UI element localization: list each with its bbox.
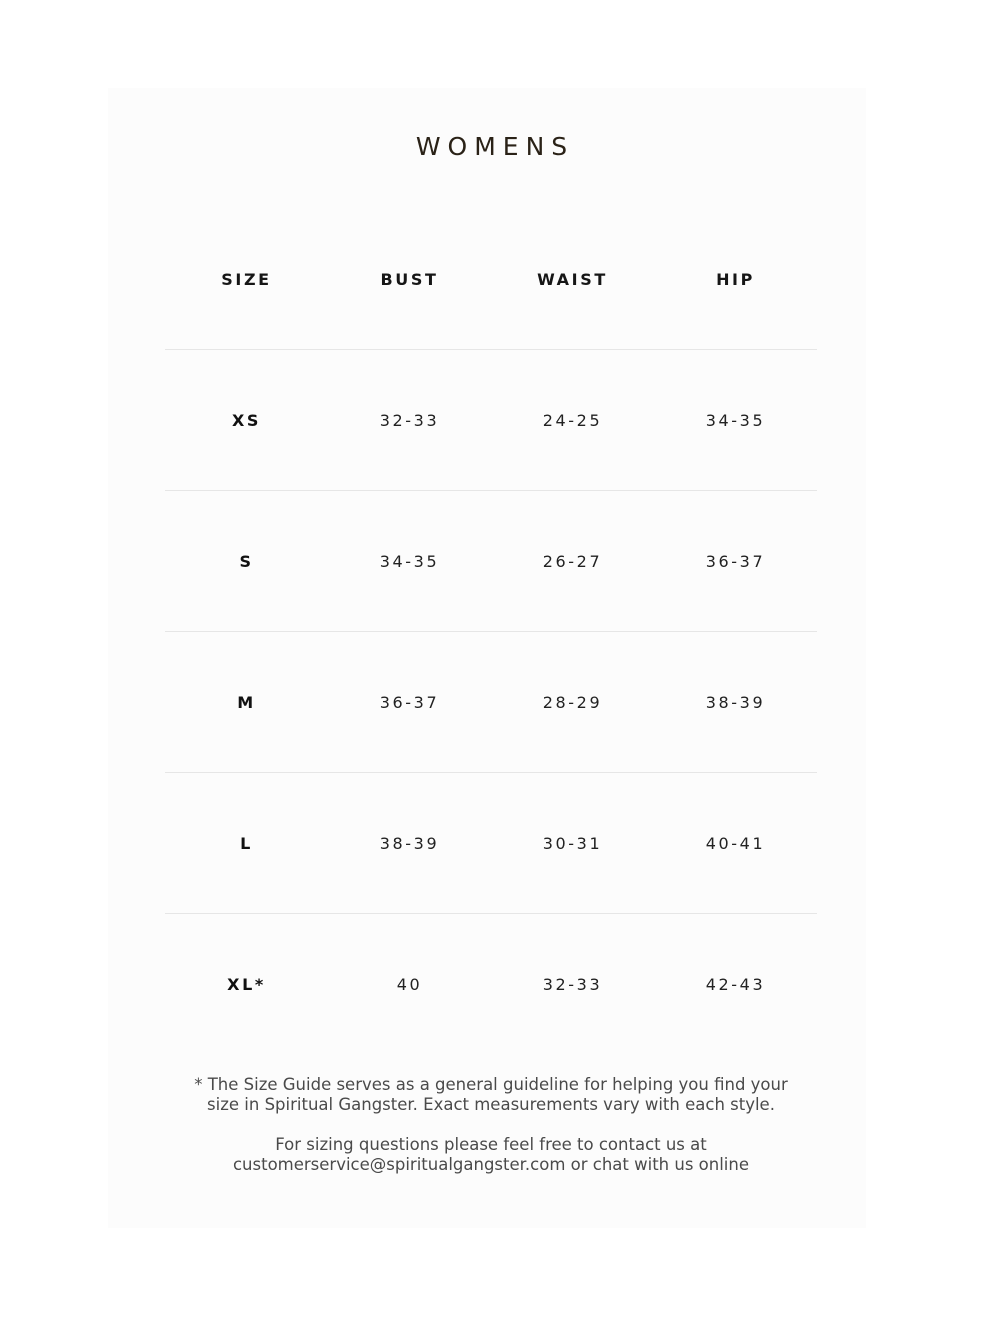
contact-line: customerservice@spiritualgangster.com or chat with us online [232,1155,750,1174]
column-header-bust: BUST [380,270,439,289]
table-row [165,349,817,490]
bust-cell: 32-33 [379,410,440,430]
bust-cell: 34-35 [379,551,440,571]
size-chart-table [165,210,817,1054]
hip-cell: 34-35 [705,410,766,430]
table-row [165,490,817,631]
column-header-waist: WAIST [537,270,608,289]
table-row [165,772,817,913]
size-guide-notes [0,1075,982,1175]
table-row [165,913,817,1054]
bust-cell: 36-37 [379,692,440,712]
bust-cell: 40 [396,974,423,994]
size-cell: XL* [227,974,266,994]
bust-cell: 38-39 [379,833,440,853]
table-header-row [165,210,817,349]
size-cell: L [240,833,253,853]
waist-cell: 26-27 [542,551,603,571]
table-row [165,631,817,772]
waist-cell: 24-25 [542,410,603,430]
hip-cell: 38-39 [705,692,766,712]
waist-cell: 28-29 [542,692,603,712]
disclaimer-line: * The Size Guide serves as a general guideline for helping you find your [194,1075,788,1094]
notes-spacer [0,1115,982,1135]
size-cell: M [237,692,256,712]
contact-line: For sizing questions please feel free to contact us at [275,1135,707,1154]
size-cell: S [239,551,254,571]
waist-cell: 30-31 [542,833,603,853]
page-title: WOMENS [415,132,575,161]
column-header-size: SIZE [221,270,272,289]
disclaimer-line: size in Spiritual Gangster. Exact measurements vary with each style. [207,1095,775,1114]
size-cell: XS [231,410,262,430]
waist-cell: 32-33 [542,974,603,994]
hip-cell: 40-41 [705,833,766,853]
hip-cell: 36-37 [705,551,766,571]
column-header-hip: HIP [716,270,755,289]
hip-cell: 42-43 [705,974,766,994]
